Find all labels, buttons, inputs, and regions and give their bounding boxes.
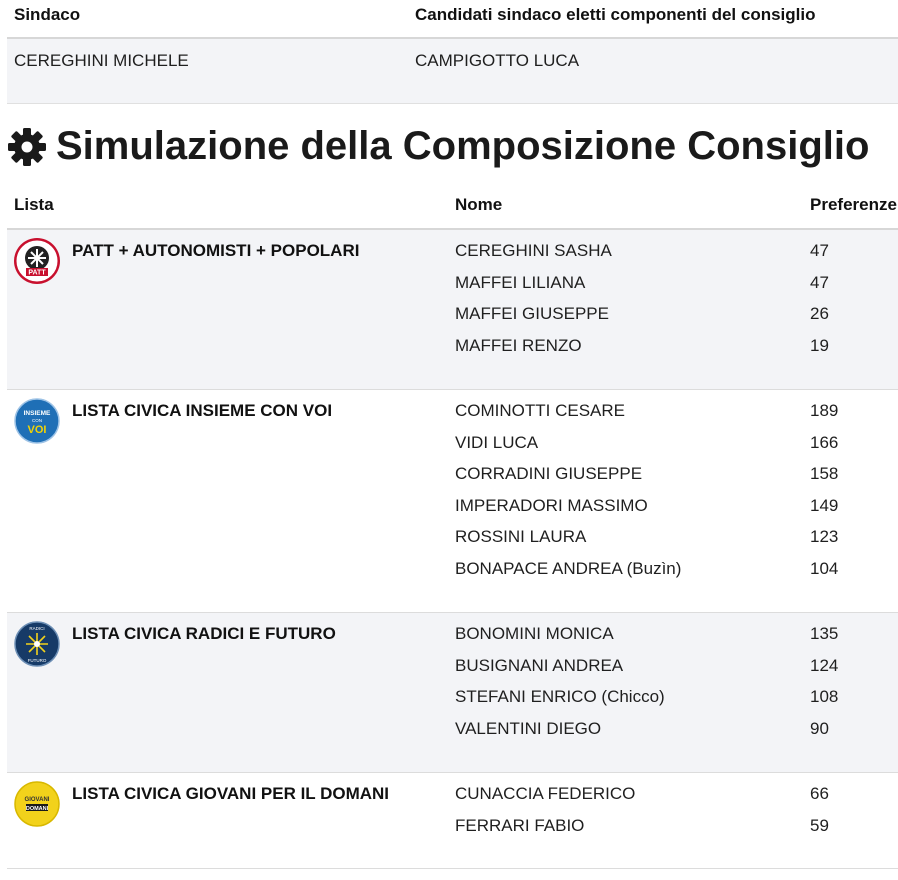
candidate-name: STEFANI ENRICO (Chicco): [455, 687, 665, 706]
svg-text:FUTURO: FUTURO: [27, 658, 47, 663]
list-name: LISTA CIVICA INSIEME CON VOI: [72, 401, 333, 420]
candidate-votes: 149: [810, 496, 839, 515]
candidate-name: MAFFEI RENZO: [455, 336, 582, 355]
candidate-name: VIDI LUCA: [455, 433, 539, 452]
svg-text:RADICI: RADICI: [29, 626, 45, 631]
candidate-name: BONOMINI MONICA: [455, 624, 614, 643]
candidate-name: MAFFEI GIUSEPPE: [455, 304, 609, 323]
list-name: PATT + AUTONOMISTI + POPOLARI: [72, 241, 360, 260]
sindaco-table: [7, 0, 898, 104]
candidate-votes: 158: [810, 464, 839, 483]
list-name: LISTA CIVICA GIOVANI PER IL DOMANI: [72, 784, 390, 803]
candidate-name: IMPERADORI MASSIMO: [455, 496, 648, 515]
col-nome: Nome: [455, 195, 503, 214]
candidate-votes: 59: [810, 816, 829, 835]
composition-table-header: [7, 188, 898, 230]
list-group-giovani-per-il-domani: [7, 773, 898, 869]
svg-text:PATT: PATT: [28, 269, 46, 277]
sindaco-name: CEREGHINI MICHELE: [14, 51, 189, 70]
composition-table: [7, 188, 898, 869]
candidate-name: VALENTINI DIEGO: [455, 719, 602, 738]
gear-icon: [7, 127, 47, 167]
candidate-votes: 189: [810, 401, 839, 420]
candidate-name: CUNACCIA FEDERICO: [455, 784, 636, 803]
candidate-name: CORRADINI GIUSEPPE: [455, 464, 643, 483]
insieme-logo-icon: [14, 398, 60, 444]
candidate-name: CEREGHINI SASHA: [455, 241, 612, 260]
candidate-votes: 166: [810, 433, 839, 452]
svg-text:CON: CON: [32, 418, 42, 423]
col-preferenze: Preferenze: [810, 195, 897, 214]
page-title: [7, 124, 869, 169]
svg-text:INSIEME: INSIEME: [23, 410, 51, 417]
candidate-votes: 19: [810, 336, 829, 355]
candidate-votes: 47: [810, 273, 829, 292]
candidate-name: COMINOTTI CESARE: [455, 401, 626, 420]
giovani-logo-icon: [14, 781, 60, 827]
candidate-votes: 47: [810, 241, 829, 260]
page-title-text: Simulazione della Composizione Consiglio: [56, 124, 870, 168]
col-lista: Lista: [14, 195, 54, 214]
candidato-name: CAMPIGOTTO LUCA: [415, 51, 580, 70]
candidate-votes: 90: [810, 719, 829, 738]
candidate-name: BUSIGNANI ANDREA: [455, 656, 624, 675]
list-group-patt: [7, 230, 898, 390]
svg-text:DOMANI: DOMANI: [25, 806, 49, 812]
candidate-votes: 123: [810, 527, 839, 546]
radici-logo-icon: [14, 621, 60, 667]
candidate-votes: 108: [810, 687, 839, 706]
sindaco-row: [7, 39, 898, 104]
candidate-votes: 124: [810, 656, 839, 675]
candidate-name: MAFFEI LILIANA: [455, 273, 586, 292]
candidate-votes: 66: [810, 784, 829, 803]
col-candidati: Candidati sindaco eletti componenti del consiglio: [415, 5, 816, 24]
candidate-name: FERRARI FABIO: [455, 816, 585, 835]
svg-text:VOI: VOI: [27, 424, 47, 436]
candidate-votes: 104: [810, 559, 839, 578]
list-group-radici-e-futuro: [7, 613, 898, 773]
svg-text:GIOVANI: GIOVANI: [24, 797, 50, 803]
candidate-votes: 135: [810, 624, 839, 643]
list-group-insieme-con-voi: [7, 390, 898, 613]
patt-logo-icon: [14, 238, 60, 284]
col-sindaco: Sindaco: [14, 5, 81, 24]
candidate-votes: 26: [810, 304, 829, 323]
candidate-name: BONAPACE ANDREA (Buzìn): [455, 559, 682, 578]
candidate-name: ROSSINI LAURA: [455, 527, 587, 546]
list-name: LISTA CIVICA RADICI E FUTURO: [72, 624, 336, 643]
sindaco-table-header: [7, 0, 898, 39]
